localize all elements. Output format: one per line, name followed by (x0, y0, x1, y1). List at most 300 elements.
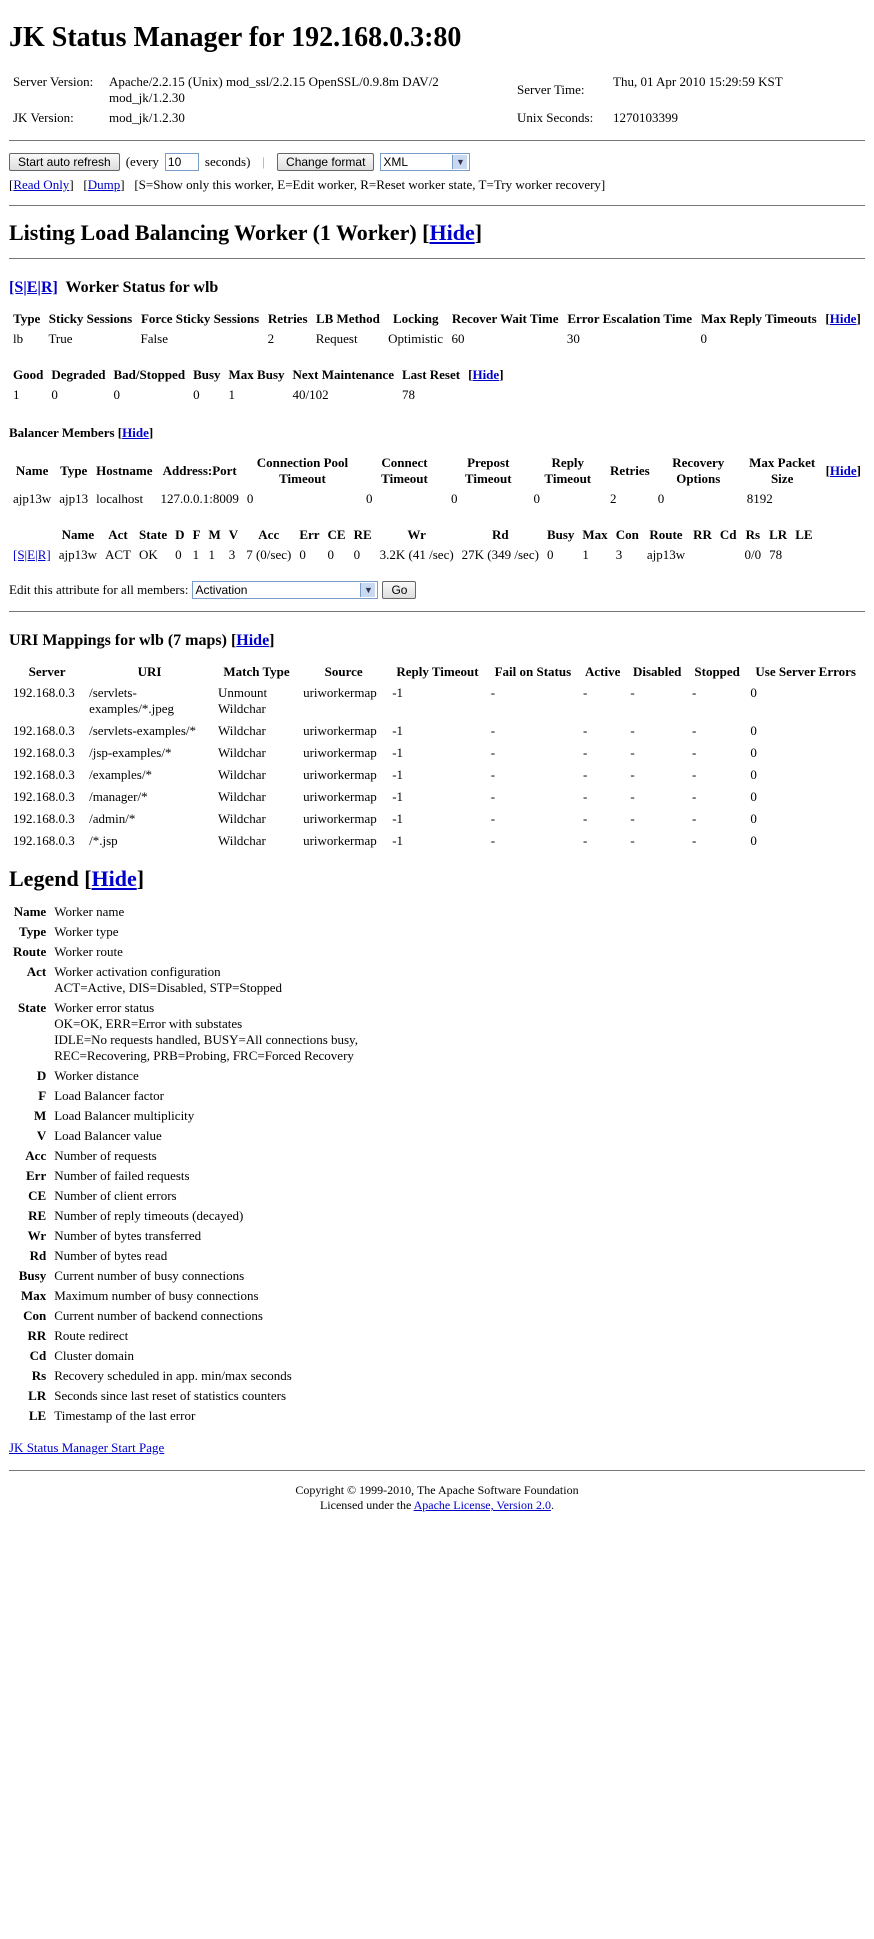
column-header: Acc (258, 527, 280, 542)
table-cell: 0 (750, 723, 757, 738)
column-header: Retries (267, 311, 308, 326)
table-cell: - (630, 789, 635, 804)
column-header: State (139, 527, 168, 542)
column-header: D (175, 527, 185, 542)
table-cell: - (490, 811, 496, 826)
worker-ser-links[interactable]: [S|E|R] (9, 279, 58, 296)
column-header (9, 525, 55, 545)
column-header: Sticky Sessions (48, 311, 133, 326)
table-cell: /manager/* (89, 789, 148, 804)
uri-mappings-title: URI Mappings for wlb (7 maps) (9, 632, 227, 649)
table-cell: 0 (113, 387, 121, 402)
start-auto-refresh-button[interactable]: Start auto refresh (9, 153, 120, 171)
table-cell: 0/0 (744, 547, 762, 562)
table-cell: -1 (392, 745, 404, 760)
legend-value: Timestamp of the last error (54, 1408, 196, 1423)
read-only-link[interactable]: Read Only (13, 177, 70, 192)
table-cell: 1 (13, 387, 20, 402)
table-row (9, 830, 865, 852)
table-cell: 0 (750, 811, 757, 826)
unix-seconds-value: 1270103399 (613, 110, 678, 125)
legend-value: Worker activation configuration ACT=Active, DIS=Disabled, STP=Stopped (54, 964, 283, 995)
legend-value: Worker name (54, 904, 125, 919)
column-header: Con (615, 527, 639, 542)
legend-value: Route redirect (54, 1328, 129, 1343)
server-version-label: Server Version: (13, 74, 94, 89)
column-header: LE (795, 527, 813, 542)
legend-key: V (36, 1128, 47, 1143)
table-cell: uriworkermap (303, 685, 377, 700)
copyright-text: Copyright © 1999-2010, The Apache Software Foundation (295, 1483, 579, 1497)
table-cell: -1 (392, 723, 404, 738)
table-row (9, 720, 865, 742)
legend-value: Load Balancer factor (54, 1088, 164, 1103)
column-header: Route (649, 527, 683, 542)
table-cell: /servlets-examples/*.jpeg (89, 685, 174, 716)
legend-row (9, 1346, 362, 1366)
table-cell: /jsp-examples/* (89, 745, 172, 760)
table-cell: 0 (193, 387, 200, 402)
table-cell: - (583, 745, 588, 760)
change-format-button[interactable]: Change format (277, 153, 374, 171)
table-cell: ajp13w (58, 547, 97, 562)
legend-value: Number of reply timeouts (decayed) (54, 1208, 244, 1223)
worker-health-table (9, 365, 508, 405)
start-page-link[interactable]: JK Status Manager Start Page (9, 1440, 165, 1455)
legend-value: Worker route (54, 944, 123, 959)
table-cell: - (691, 767, 697, 782)
table-cell: 0 (51, 387, 58, 402)
column-header: M (208, 527, 221, 542)
table-cell: uriworkermap (303, 811, 377, 826)
table-cell: - (583, 789, 588, 804)
table-cell: -1 (392, 833, 404, 848)
divider (9, 258, 865, 259)
table-cell: uriworkermap (303, 767, 377, 782)
table-cell: 192.168.0.3 (13, 745, 75, 760)
legend-key: M (33, 1108, 47, 1123)
table-row (9, 764, 865, 786)
legend-row (9, 1306, 362, 1326)
legend-value: Current number of busy connections (54, 1268, 245, 1283)
uri-mappings-table (9, 662, 865, 852)
table-cell: 0 (750, 745, 757, 760)
member-ser-links[interactable]: [S|E|R] (13, 547, 51, 562)
legend-row (9, 1266, 362, 1286)
chevron-down-icon: ▼ (452, 155, 467, 169)
table-cell: - (630, 745, 635, 760)
legend-row (9, 1166, 362, 1186)
table-cell: -1 (392, 789, 404, 804)
table-cell: 1 (228, 387, 236, 402)
legend-key: Name (13, 904, 47, 919)
column-header: V (228, 527, 239, 542)
column-header: Connect Timeout (381, 455, 428, 486)
legend-row (9, 1246, 362, 1266)
refresh-seconds-input[interactable] (165, 153, 199, 171)
hide-lb-link[interactable]: Hide (429, 220, 475, 245)
table-cell: ajp13w (13, 491, 52, 506)
table-cell: - (490, 767, 496, 782)
jk-version-label: JK Version: (13, 110, 74, 125)
separator: | (262, 154, 266, 169)
table-cell: 192.168.0.3 (13, 811, 75, 826)
legend-key: Type (19, 924, 47, 939)
table-cell: - (490, 745, 496, 760)
server-time-value: Thu, 01 Apr 2010 15:29:59 KST (613, 74, 783, 89)
column-header: Wr (407, 527, 426, 542)
legend-value: Recovery scheduled in app. min/max seconds (54, 1368, 292, 1383)
table-cell: 8192 (746, 491, 773, 506)
table-cell: 192.168.0.3 (13, 723, 75, 738)
legend-value: Worker error status OK=OK, ERR=Error with substates IDLE=No requests handled, BUSY=All connections busy, REC=Recovering, PRB=Probing, FRC=Forced Recovery (54, 1000, 358, 1063)
table-cell: - (691, 811, 697, 826)
table-cell: lb (13, 331, 24, 346)
legend-row (9, 1326, 362, 1346)
column-header: Error Escalation Time (567, 311, 693, 326)
column-header: Err (299, 527, 320, 542)
table-cell: - (630, 723, 635, 738)
column-header: CE (327, 527, 346, 542)
legend-key: Act (26, 964, 47, 979)
hide-cell: [Hide] (825, 311, 861, 326)
legend-row (9, 1146, 362, 1166)
column-header: Disabled (632, 664, 682, 679)
table-cell: - (583, 723, 588, 738)
table-cell: -1 (392, 685, 404, 700)
license-suffix: . (551, 1498, 555, 1512)
legend-row (9, 1066, 362, 1086)
legend-row (9, 998, 362, 1066)
column-header: Last Reset (401, 367, 461, 382)
hide-worker-status-link[interactable]: Hide (829, 311, 857, 326)
hide-legend-link[interactable]: Hide (91, 866, 137, 891)
table-cell: 0 (657, 491, 665, 506)
column-header: Next Maintenance (292, 367, 394, 382)
legend-row (9, 942, 362, 962)
legend-row (9, 1286, 362, 1306)
table-cell: 78 (401, 387, 415, 402)
table-cell: -1 (392, 767, 404, 782)
edit-all-members (9, 581, 865, 599)
jk-version-value: mod_jk/1.2.30 (109, 110, 185, 125)
table-cell: 7 (0/sec) (246, 547, 292, 562)
divider (9, 611, 865, 612)
legend-key: Err (26, 1168, 47, 1183)
hide-cell: [Hide] (468, 367, 504, 382)
legend-row (9, 1206, 362, 1226)
column-header: Name (61, 527, 95, 542)
legend-row (9, 922, 362, 942)
legend-row (9, 962, 362, 998)
table-cell: ajp13 (59, 491, 89, 506)
legend-value: Number of bytes transferred (54, 1228, 202, 1243)
balancer-config-table (9, 453, 865, 509)
table-cell: uriworkermap (303, 723, 377, 738)
worker-status-table (9, 309, 865, 349)
legend-key: Max (20, 1288, 47, 1303)
table-cell: /admin/* (89, 811, 136, 826)
column-header: Type (13, 311, 41, 326)
column-header: Recovery Options (672, 455, 725, 486)
unix-seconds-label: Unix Seconds: (517, 110, 594, 125)
hide-balancer-config-link[interactable]: Hide (829, 463, 857, 478)
dump-link[interactable]: Dump (87, 177, 121, 192)
legend-key: State (18, 1000, 47, 1015)
table-cell: 0 (299, 547, 306, 562)
go-button[interactable]: Go (382, 581, 416, 599)
table-cell: Unmount Wildchar (217, 685, 268, 716)
legend-row (9, 1106, 362, 1126)
edit-all-label: Edit this attribute for all members: (9, 582, 189, 597)
table-cell: ajp13w (646, 547, 686, 562)
column-header: Busy (546, 527, 575, 542)
column-header: Busy (193, 367, 221, 382)
table-cell: 0 (750, 767, 757, 782)
table-row (9, 682, 865, 720)
hide-worker-health-link[interactable]: Hide (472, 367, 500, 382)
column-header: Degraded (51, 367, 106, 382)
table-cell: Optimistic (388, 331, 443, 346)
license-prefix: Licensed under the (319, 1498, 412, 1512)
legend-value: Current number of backend connections (54, 1308, 263, 1323)
table-cell: /examples/* (89, 767, 152, 782)
table-cell: 3 (615, 547, 623, 562)
table-cell: 0 (750, 789, 757, 804)
uri-mappings-heading: URI Mappings for wlb (7 maps) [Hide] (9, 632, 275, 649)
column-header: Fail on Status (494, 664, 572, 679)
table-row (9, 742, 865, 764)
table-cell: - (691, 745, 697, 760)
server-version-value: Apache/2.2.15 (Unix) mod_ssl/2.2.15 OpenSSL/0.9.8m DAV/2 mod_jk/1.2.30 (109, 74, 439, 105)
hide-members-link[interactable]: Hide (122, 425, 149, 440)
column-header: Hostname (96, 463, 153, 478)
legend-value: Worker type (54, 924, 119, 939)
legend-key: Wr (27, 1228, 47, 1243)
table-cell: Wildchar (217, 723, 266, 738)
legend-value: Number of requests (54, 1148, 157, 1163)
table-cell: - (583, 833, 588, 848)
table-cell: False (140, 331, 168, 346)
table-row (9, 786, 865, 808)
column-header: Type (60, 463, 88, 478)
table-cell: 0 (246, 491, 254, 506)
legend-row (9, 1086, 362, 1106)
legend-key: Route (13, 944, 47, 959)
table-cell: - (691, 723, 697, 738)
table-cell: uriworkermap (303, 789, 377, 804)
seconds-label: seconds) (204, 154, 251, 169)
legend-value: Number of client errors (54, 1188, 177, 1203)
table-cell: - (691, 833, 697, 848)
every-label: (every (125, 154, 159, 169)
action-legend-text: [S=Show only this worker, E=Edit worker, R=Reset worker state, T=Try worker recovery] (134, 177, 606, 192)
column-header: LB Method (315, 311, 380, 326)
legend-value: Number of failed requests (54, 1168, 190, 1183)
column-header: Locking (393, 311, 439, 326)
column-header: Retries (610, 463, 650, 478)
legend-row (9, 1126, 362, 1146)
legend-value: Seconds since last reset of statistics counters (54, 1388, 286, 1403)
table-cell: 0 (700, 331, 708, 346)
legend-row (9, 1386, 362, 1406)
table-cell: /servlets-examples/* (89, 723, 196, 738)
legend-key: Rd (29, 1248, 47, 1263)
table-cell: 27K (349 /sec) (461, 547, 539, 562)
table-cell: Wildchar (217, 811, 266, 826)
table-cell: - (490, 833, 496, 848)
refresh-controls (9, 153, 865, 171)
column-header: Recover Wait Time (451, 311, 559, 326)
table-cell: - (691, 685, 697, 700)
legend-key: Busy (18, 1268, 47, 1283)
column-header: Cd (719, 527, 737, 542)
table-cell: -1 (392, 811, 404, 826)
column-header: Use Server Errors (755, 664, 856, 679)
column-header: Rd (491, 527, 509, 542)
column-header: Name (15, 463, 49, 478)
column-header: Max (582, 527, 608, 542)
table-cell: - (583, 811, 588, 826)
column-header: Reply Timeout (396, 664, 479, 679)
column-header: F (192, 527, 201, 542)
table-cell: - (583, 685, 588, 700)
legend-value: Load Balancer multiplicity (54, 1108, 195, 1123)
table-cell: 60 (451, 331, 465, 346)
table-cell: 40/102 (292, 387, 329, 402)
license-link[interactable]: Apache License, Version 2.0 (413, 1498, 552, 1512)
table-cell: 0 (750, 833, 757, 848)
column-header: Bad/Stopped (113, 367, 186, 382)
table-cell: 78 (769, 547, 783, 562)
worker-actions-bar: [Read Only] [Dump] [S=Show only this worker, E=Edit worker, R=Reset worker state, T=Try worker recovery] (9, 177, 606, 192)
divider (9, 140, 865, 141)
legend-table (9, 902, 362, 1426)
table-cell: OK (139, 547, 158, 562)
legend-key: D (36, 1068, 47, 1083)
attribute-select[interactable] (192, 581, 378, 599)
table-cell: 192.168.0.3 (13, 767, 75, 782)
legend-key: LE (28, 1408, 47, 1423)
table-cell (716, 545, 741, 565)
table-cell: 1 (582, 547, 589, 562)
table-cell: 0 (450, 491, 458, 506)
table-cell: Wildchar (217, 789, 266, 804)
hide-uri-link[interactable]: Hide (236, 632, 270, 649)
legend-row (9, 1186, 362, 1206)
column-header: Server (28, 664, 66, 679)
page-title: JK Status Manager for 192.168.0.3:80 (9, 22, 462, 53)
column-header: Connection Pool Timeout (256, 455, 349, 486)
table-cell: - (630, 685, 635, 700)
footer (9, 1483, 865, 1513)
table-cell (9, 545, 55, 565)
legend-value: Maximum number of busy connections (54, 1288, 259, 1303)
table-row (9, 808, 865, 830)
table-cell: 0 (750, 685, 757, 700)
column-header: Address:Port (162, 463, 237, 478)
table-cell: ACT (105, 547, 131, 562)
table-cell: 192.168.0.3 (13, 789, 75, 804)
table-cell (689, 545, 716, 565)
legend-value: Number of bytes read (54, 1248, 168, 1263)
legend-key: Acc (25, 1148, 47, 1163)
table-cell: 1 (208, 547, 216, 562)
legend-row (9, 1406, 362, 1426)
column-header: Max Packet Size (749, 455, 816, 486)
divider (9, 205, 865, 206)
table-cell: True (48, 331, 73, 346)
lb-heading-text: Listing Load Balancing Worker (1 Worker) (9, 220, 417, 245)
balancer-members-title: Balancer Members (9, 425, 115, 440)
table-cell: uriworkermap (303, 745, 377, 760)
attribute-select-value: Activation (195, 583, 248, 597)
table-cell (791, 545, 816, 565)
table-cell: 0 (327, 547, 335, 562)
table-cell: 0 (353, 547, 361, 562)
table-cell: 0 (175, 547, 182, 562)
table-cell: 0 (366, 491, 373, 506)
column-header: LR (769, 527, 788, 542)
table-cell: - (490, 723, 496, 738)
legend-key: CE (28, 1188, 47, 1203)
table-cell: - (490, 685, 496, 700)
column-header: Force Sticky Sessions (140, 311, 260, 326)
table-cell: uriworkermap (303, 833, 377, 848)
format-select[interactable] (380, 153, 470, 171)
server-info-table (9, 72, 865, 128)
table-cell: 127.0.0.1:8009 (160, 491, 239, 506)
column-header: Stopped (694, 664, 740, 679)
table-cell: 192.168.0.3 (13, 685, 75, 700)
column-header: URI (137, 664, 162, 679)
legend-key: RE (28, 1208, 47, 1223)
table-cell: Request (315, 331, 358, 346)
table-cell: 192.168.0.3 (13, 833, 75, 848)
table-cell: 3 (228, 547, 236, 562)
format-select-value: XML (383, 155, 409, 169)
column-header: Rs (745, 527, 761, 542)
column-header: Good (13, 367, 44, 382)
license-line (9, 1498, 865, 1513)
table-cell: - (583, 767, 588, 782)
server-time-label: Server Time: (517, 82, 585, 97)
legend-row (9, 902, 362, 922)
column-header: Source (324, 664, 363, 679)
table-cell: 2 (267, 331, 275, 346)
legend-key: RR (27, 1328, 47, 1343)
table-cell: 2 (610, 491, 617, 506)
balancer-status-table (9, 525, 817, 565)
column-header: Match Type (223, 664, 290, 679)
column-header: Prepost Timeout (464, 455, 512, 486)
table-cell: localhost (96, 491, 144, 506)
column-header: Reply Timeout (544, 455, 592, 486)
table-cell: 1 (192, 547, 200, 562)
column-header: Act (108, 527, 128, 542)
table-cell: - (630, 767, 635, 782)
table-cell: - (630, 811, 635, 826)
legend-value: Load Balancer value (54, 1128, 162, 1143)
worker-status-heading (9, 279, 865, 297)
legend-value: Cluster domain (54, 1348, 135, 1363)
legend-key: Rs (31, 1368, 47, 1383)
table-cell: /*.jsp (89, 833, 118, 848)
table-cell: - (630, 833, 635, 848)
legend-key: F (38, 1088, 47, 1103)
hide-cell: [Hide] (825, 463, 861, 478)
column-header: Max Busy (228, 367, 285, 382)
